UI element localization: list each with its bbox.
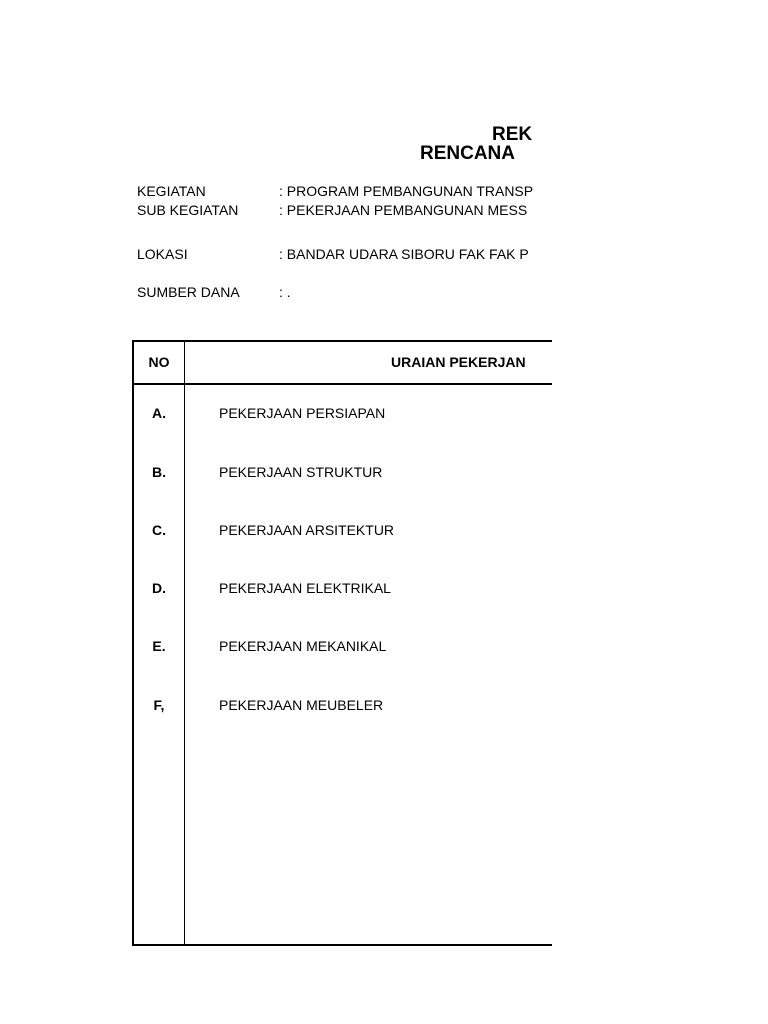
no-column-divider <box>184 340 185 946</box>
document-title-line-2: RENCANA <box>420 143 515 164</box>
column-header-no: NO <box>148 354 170 370</box>
sub-kegiatan-label: SUB KEGIATAN <box>137 202 239 218</box>
column-header-uraian: URAIAN PEKERJAN <box>391 354 526 370</box>
row-description: PEKERJAAN MEKANIKAL <box>219 638 387 654</box>
sub-kegiatan-value: : PEKERJAAN PEMBANGUNAN MESS <box>279 202 528 218</box>
row-number: F, <box>153 697 165 713</box>
row-number: B. <box>152 464 166 480</box>
table-header-divider <box>132 383 552 385</box>
lokasi-value: : BANDAR UDARA SIBORU FAK FAK P <box>279 246 529 262</box>
row-description: PEKERJAAN ELEKTRIKAL <box>219 580 391 596</box>
kegiatan-value: : PROGRAM PEMBANGUNAN TRANSP <box>279 183 534 199</box>
row-number: C. <box>152 522 166 538</box>
row-description: PEKERJAAN STRUKTUR <box>219 464 383 480</box>
row-description: PEKERJAAN PERSIAPAN <box>219 405 386 421</box>
row-number: E. <box>152 638 166 654</box>
row-number: D. <box>152 580 166 596</box>
row-description: PEKERJAAN MEUBELER <box>219 697 384 713</box>
row-number: A. <box>152 405 166 421</box>
document-title-line-1: REK <box>492 124 533 145</box>
sumber-dana-value: : . <box>279 284 291 300</box>
lokasi-label: LOKASI <box>137 246 188 262</box>
sumber-dana-label: SUMBER DANA <box>137 284 240 300</box>
kegiatan-label: KEGIATAN <box>137 183 206 199</box>
row-description: PEKERJAAN ARSITEKTUR <box>219 522 395 538</box>
